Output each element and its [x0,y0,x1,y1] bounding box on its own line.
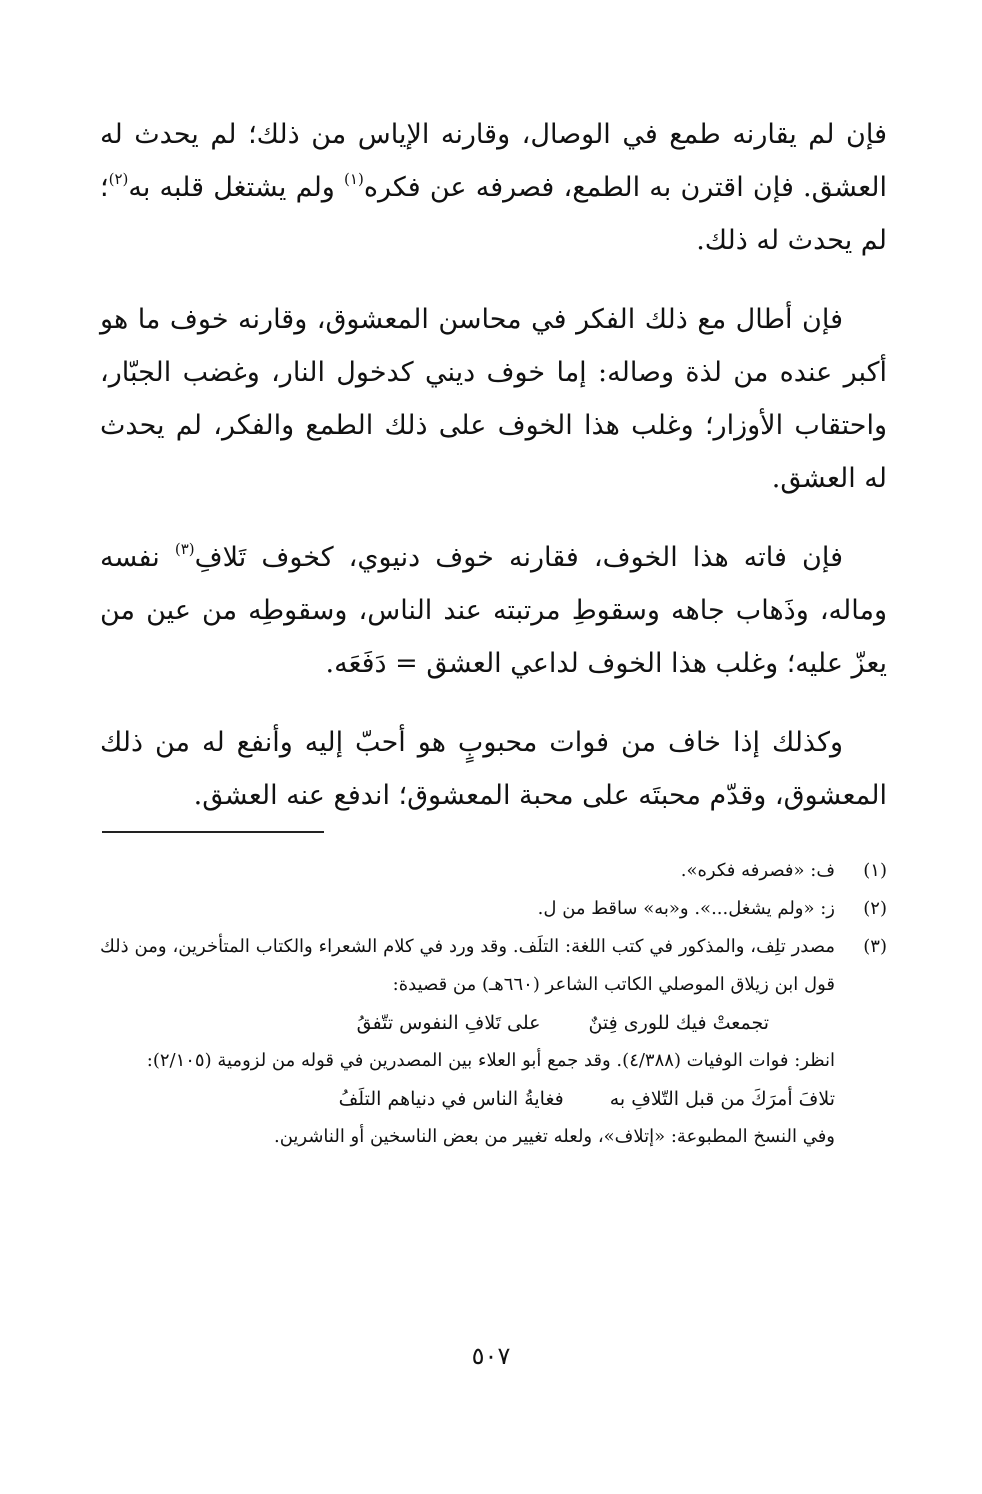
footnotes [100,852,887,1156]
footnote-3-final-text: وفي النسخ المطبوعة: «إتلاف»، ولعله تغيير من بعض الناسخين أو الناشرين. [273,1126,835,1147]
verse-1-first-hemistich: تجمعتْ فيك للورى فِتنٌ [588,1012,769,1034]
paragraph-3 [100,531,887,690]
footnote-ref-2[interactable]: (٢) [108,170,129,188]
footnote-3-final [100,1118,887,1156]
paragraph-1 [100,108,887,267]
footnote-3-reference-text: انظر: فوات الوفيات (٤/٣٨٨). وقد جمع أبو العلاء بين المصدرين في قوله من لزومية (٢/١٠٥): [146,1050,835,1071]
page-number: ٥٠٧ [471,1342,511,1370]
footnote-1-text: ف: «فصرفه فكره». [680,860,835,881]
paragraph-1-line-2b: ولم يشتغل قلبه به [128,172,335,203]
paragraph-1-line-2: العشق. فإن اقترن به الطمع، فصرفه عن فكره [363,172,887,203]
verse-2-second-hemistich: فغايةُ الناس في دنياهم التلَفُ [338,1088,564,1110]
footnote-1 [100,852,887,890]
footnote-3-verse-1 [100,1004,887,1042]
footnote-ref-3[interactable]: (٣) [174,540,195,558]
footnote-3 [100,928,887,1004]
paragraph-3-after: نفسه وماله، وذَهاب جاهه وسقوطِ مرتبته عند الناس، وسقوطِه من عين من يعزّ عليه؛ وغلب هذا الخوف لداعي العشق = دَفَعَه. [100,542,887,679]
verse-1-second-hemistich: على تَلافِ النفوس تتّفقُ [356,1012,541,1034]
paragraph-1-line-3: لم يحدث له ذلك. [696,225,887,256]
footnote-2 [100,890,887,928]
footnote-separator [102,831,324,833]
paragraph-1-semicolon: ؛ [100,172,109,203]
paragraph-4-text: وكذلك إذا خاف من فوات محبوبٍ هو أحبّ إليه وأنفع له من ذلك المعشوق، وقدّم محبتَه على محبة المعشوق؛ اندفع عنه العشق. [100,727,887,811]
footnote-2-number: (٢) [863,898,887,919]
main-text [100,108,887,848]
footnote-3-number: (٣) [863,936,887,957]
paragraph-4 [100,716,887,822]
verse-2-first-hemistich: تلافَ أمرَكَ من قبل التّلافِ به [609,1088,835,1110]
footnote-3-reference [100,1042,887,1080]
footnote-3-text: مصدر تلِف، والمذكور في كتب اللغة: التلَف. وقد ورد في كلام الشعراء والكتاب المتأخرين، ومن ذلك قول ابن زيلاق الموصلي الكاتب الشاعر (٦٦٠هـ) من قصيدة: [100,936,835,995]
paragraph-3-before: فإن فاته هذا الخوف، فقارنه خوف دنيوي، كخوف تَلافِ [194,542,843,573]
footnote-3-verse-2 [100,1080,887,1118]
footnote-1-number: (١) [863,860,887,881]
paragraph-2-text: فإن أطال مع ذلك الفكر في محاسن المعشوق، وقارنه خوف ما هو أكبر عنده من لذة وصاله: إما خوف ديني كدخول النار، وغضب الجبّار، واحتقاب الأوزار؛ وغلب هذا الخوف على ذلك الطمع والفكر، لم يحدث له العشق. [100,304,887,494]
paragraph-2 [100,293,887,505]
paragraph-1-line-1: فإن لم يقارنه طمع في الوصال، وقارنه الإياس من ذلك؛ لم يحدث له [100,119,887,150]
footnote-ref-1[interactable]: (١) [344,170,364,188]
footnote-2-text: ز: «ولم يشغل...». و«به» ساقط من ل. [537,898,835,919]
